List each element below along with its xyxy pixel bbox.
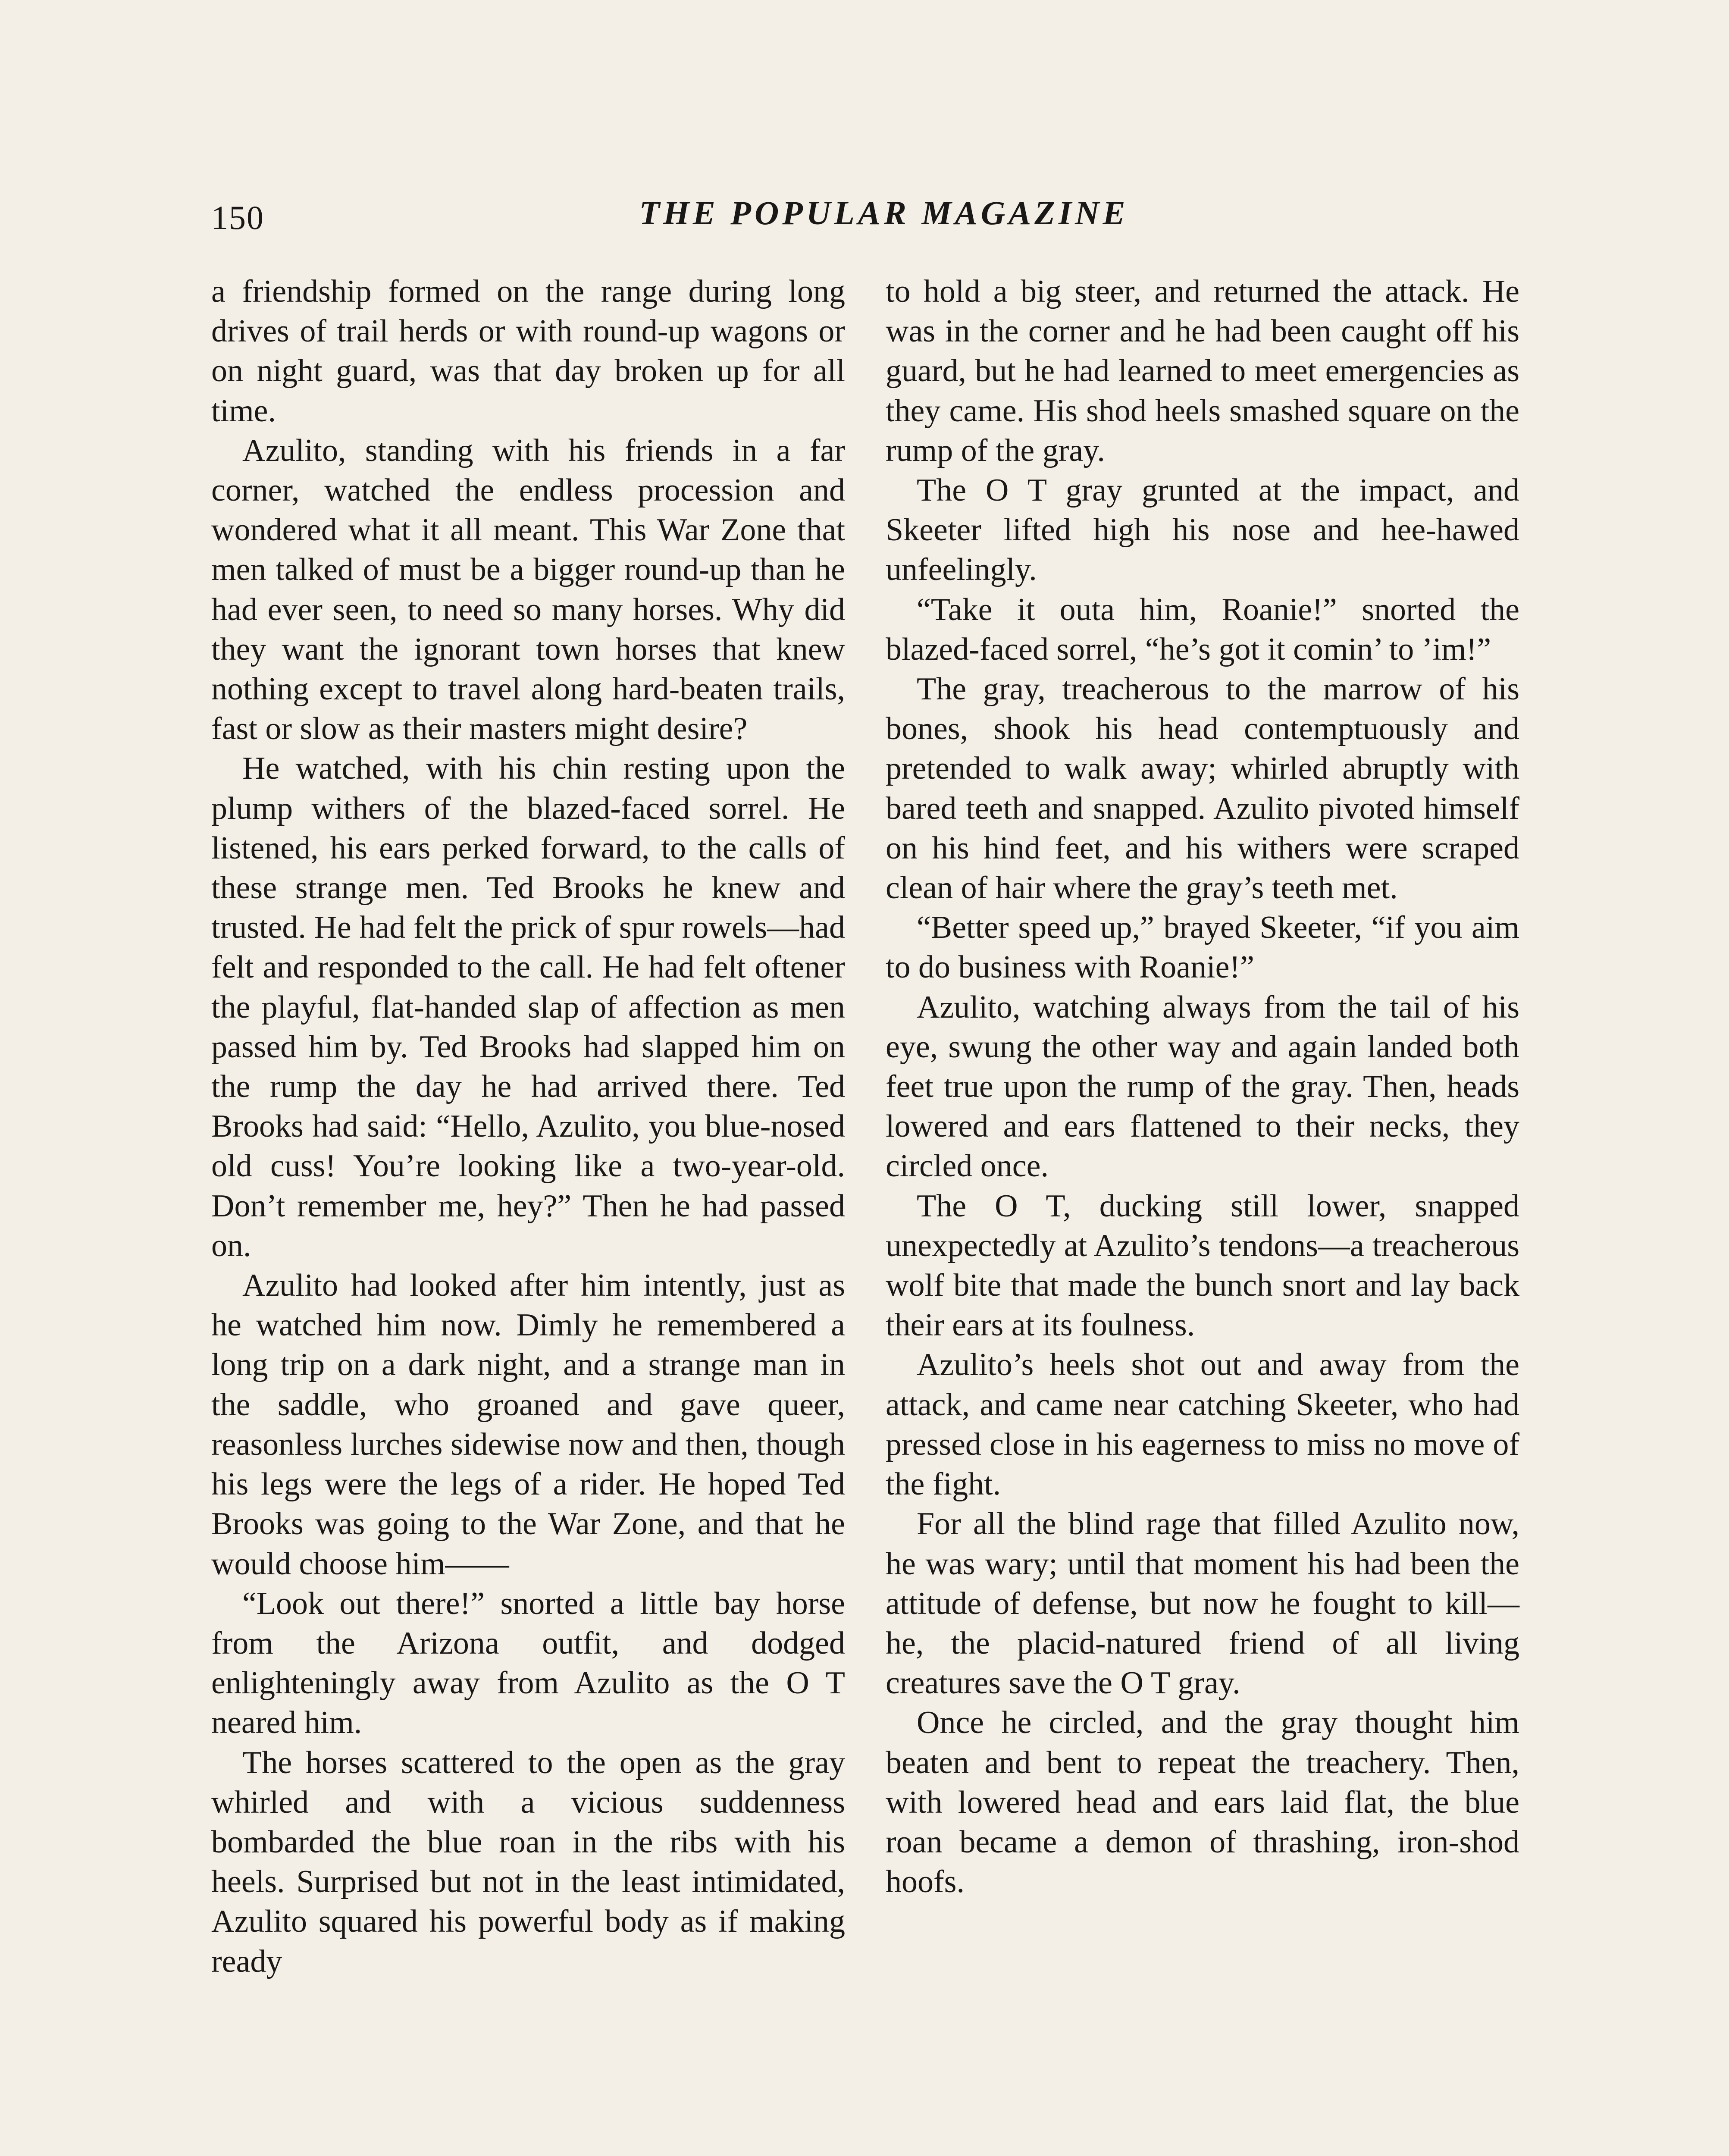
paragraph: “Take it outa him, Roanie!” snorted the blazed-faced sorrel, “he’s got it comin’ to ’im!” <box>886 592 1519 667</box>
right-column <box>886 272 1519 1902</box>
running-title: THE POPULAR MAGAZINE <box>639 194 1129 232</box>
paragraph: Azulito, standing with his friends in a far corner, watched the endless procession and wondered what it all meant. This War Zone that men talked of must be a bigger round-up than he had ever seen, to need so many horses. Why did they want the ignorant town horses that knew nothing except to travel along hard-beaten trails, fast or slow as their masters might desire? <box>211 432 845 747</box>
left-column <box>211 272 845 1981</box>
paragraph: He watched, with his chin resting upon the plump withers of the blazed-faced sorrel. He listened, his ears perked forward, to the calls of these strange men. Ted Brooks he knew and trusted. He had felt the prick of spur rowels—had felt and responded to the call. He had felt oftener the playful, flat-handed slap of affection as men passed him by. Ted Brooks had slapped him on the rump the day he had arrived there. Ted Brooks had said: “Hello, Azulito, you blue-nosed old cuss! You’re looking like a two-year-old. Don’t remember me, hey?” Then he had passed on. <box>211 751 845 1263</box>
paragraph: Azulito’s heels shot out and away from the attack, and came near catching Skeeter, who had pressed close in his eagerness to miss no move of the fight. <box>886 1347 1519 1502</box>
paragraph: For all the blind rage that filled Azulito now, he was wary; until that moment his had been the attitude of defense, but now he fought to kill—he, the placid-natured friend of all living creatures save the O T gray. <box>886 1506 1519 1701</box>
paragraph: Once he circled, and the gray thought him beaten and bent to repeat the treachery. Then, with lowered head and ears laid flat, the blue roan became a demon of thrashing, iron-shod hoofs. <box>886 1705 1519 1900</box>
paragraph: The gray, treacherous to the marrow of his bones, shook his head contemptuously and pretended to walk away; whirled abruptly with bared teeth and snapped. Azulito pivoted himself on his hind feet, and his withers were scraped clean of hair where the gray’s teeth met. <box>886 671 1519 906</box>
paragraph: Azulito, watching always from the tail of his eye, swung the other way and again landed both feet true upon the rump of the gray. Then, heads lowered and ears flattened to their necks, they circled once. <box>886 989 1519 1184</box>
page-number: 150 <box>211 199 264 236</box>
paragraph: “Look out there!” snorted a little bay horse from the Arizona outfit, and dodged enlighteningly away from Azulito as the O T neared him. <box>211 1586 845 1741</box>
paragraph: The O T gray grunted at the impact, and Skeeter lifted high his nose and hee-hawed unfeelingly. <box>886 473 1519 588</box>
paragraph: “Better speed up,” brayed Skeeter, “if you aim to do business with Roanie!” <box>886 910 1519 985</box>
paragraph: The horses scattered to the open as the gray whirled and with a vicious suddenness bombarded the blue roan in the ribs with his heels. Surprised but not in the least intimidated, Azulito squared his powerful body as if making ready <box>211 1745 845 1979</box>
paragraph: a friendship formed on the range during long drives of trail herds or with round-up wagons or on night guard, was that day broken up for all time. <box>211 274 845 429</box>
paragraph: to hold a big steer, and returned the attack. He was in the corner and he had been caught off his guard, but he had learned to meet emergencies as they came. His shod heels smashed square on the rump of the gray. <box>886 274 1519 468</box>
paragraph: Azulito had looked after him intently, just as he watched him now. Dimly he remembered a long trip on a dark night, and a strange man in the saddle, who groaned and gave queer, reasonless lurches sidewise now and then, though his legs were the legs of a rider. He hoped Ted Brooks was going to the War Zone, and that he would choose him—— <box>211 1268 845 1582</box>
paragraph: The O T, ducking still lower, snapped unexpectedly at Azulito’s tendons—a treacherous wolf bite that made the bunch snort and lay back their ears at its foulness. <box>886 1188 1519 1343</box>
